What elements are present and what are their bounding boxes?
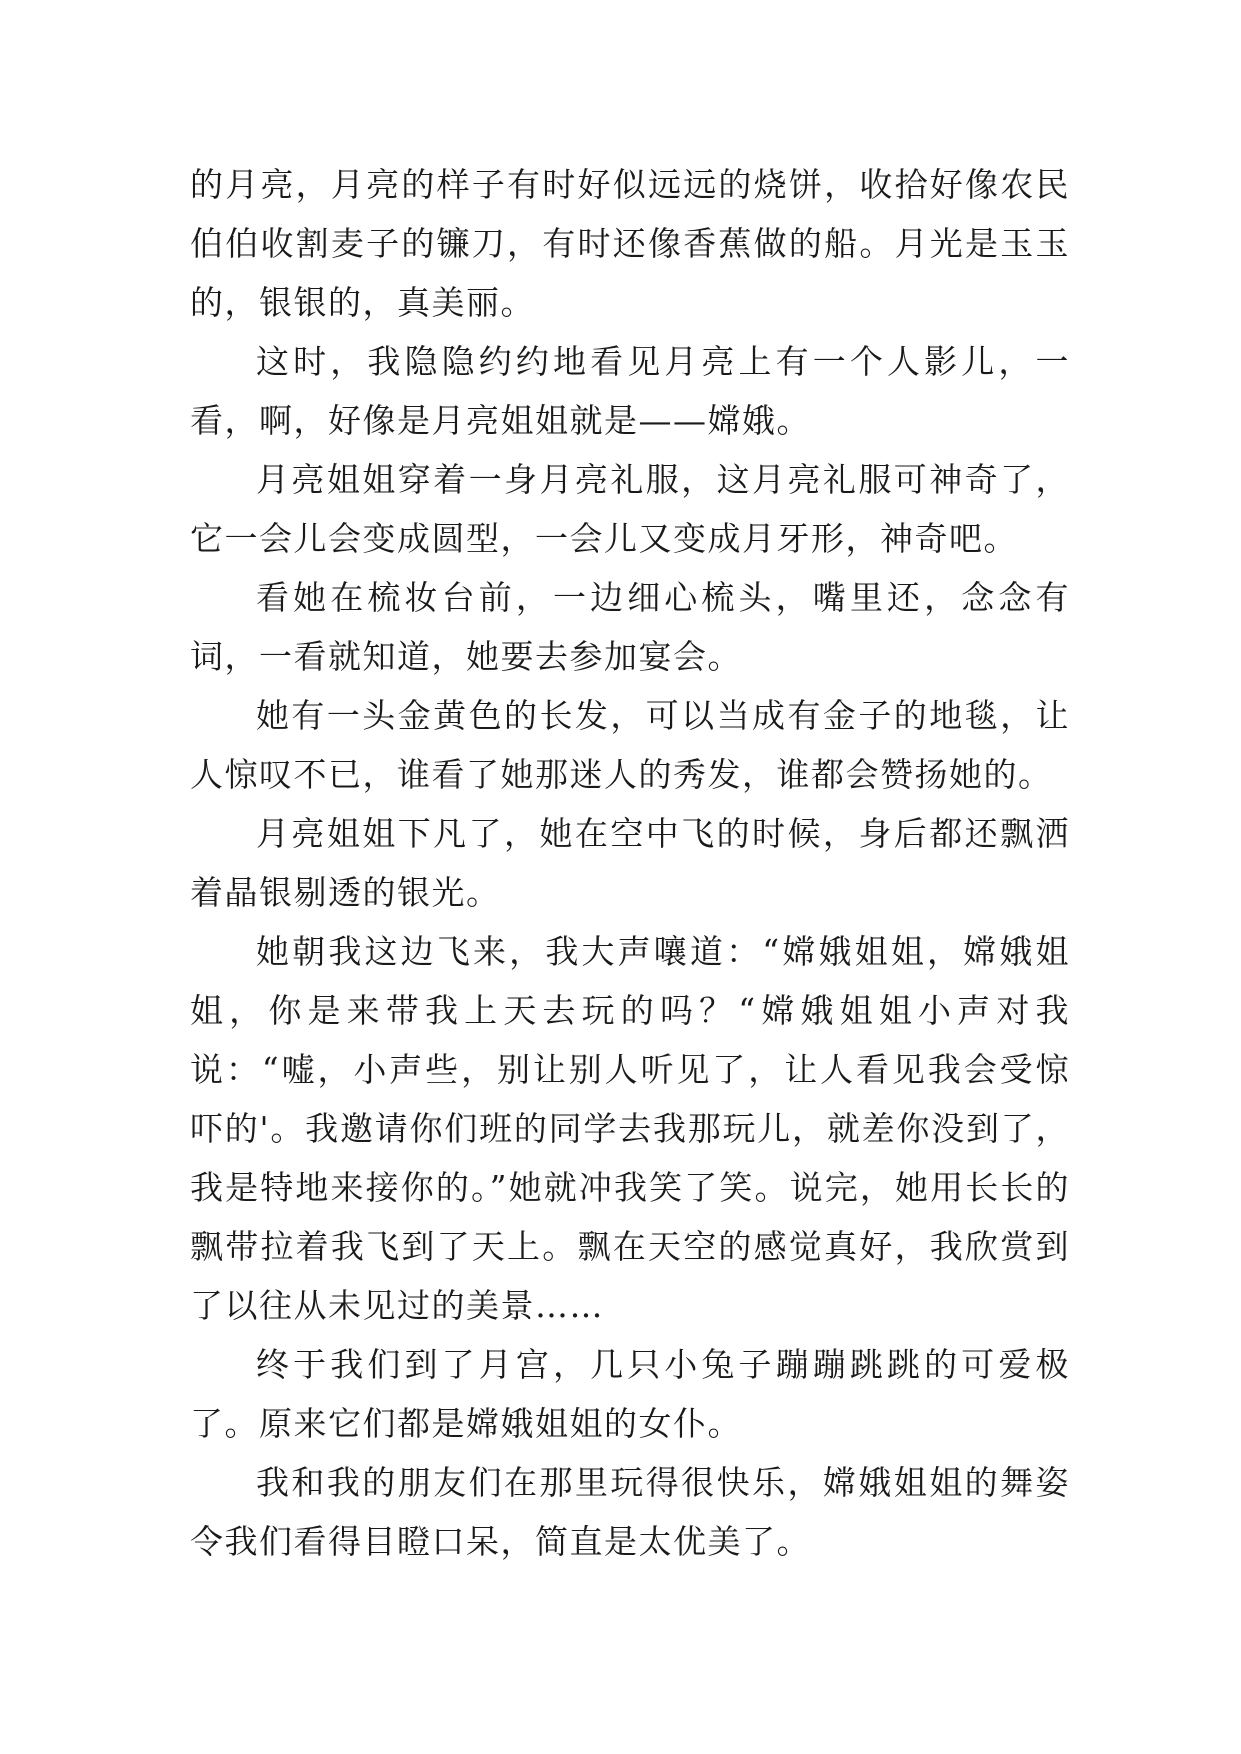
paragraph-1: 的月亮，月亮的样子有时好似远远的烧饼，收拾好像农民伯伯收割麦子的镰刀，有时还像香蕉做的船。月光是玉玉的，银银的，真美丽。 (190, 165, 1070, 322)
paragraph-5: 她有一头金黄色的长发，可以当成有金子的地毯，让人惊叹不已，谁看了她那迷人的秀发，谁都会赞扬她的。 (190, 696, 1070, 794)
paragraph-7: 她朝我这边飞来，我大声嚷道：“嫦娥姐姐，嫦娥姐姐，你是来带我上天去玩的吗？“嫦娥姐姐小声对我说：“嘘，小声些，别让别人听见了，让人看见我会受惊吓的'。我邀请你们班的同学去我那玩儿，就差你没到了，我是特地来接你的。”她就冲我笑了笑。说完，她用长长的飘带拉着我飞到了天上。飘在天空的感觉真好，我欣赏到了以往从未见过的美景…… (190, 932, 1070, 1325)
paragraph-6: 月亮姐姐下凡了，她在空中飞的时候，身后都还飘洒着晶银剔透的银光。 (190, 814, 1070, 912)
paragraph-8: 终于我们到了月宫，几只小兔子蹦蹦跳跳的可爱极了。原来它们都是嫦娥姐姐的女仆。 (190, 1345, 1070, 1443)
document-body (190, 155, 1070, 1571)
paragraph-9: 我和我的朋友们在那里玩得很快乐，嫦娥姐姐的舞姿令我们看得目瞪口呆，简直是太优美了。 (190, 1463, 1070, 1561)
paragraph-3: 月亮姐姐穿着一身月亮礼服，这月亮礼服可神奇了，它一会儿会变成圆型，一会儿又变成月牙形，神奇吧。 (190, 460, 1070, 558)
paragraph-2: 这时，我隐隐约约地看见月亮上有一个人影儿，一看，啊，好像是月亮姐姐就是——嫦娥。 (190, 342, 1070, 440)
paragraph-4: 看她在梳妆台前，一边细心梳头，嘴里还，念念有词，一看就知道，她要去参加宴会。 (190, 578, 1070, 676)
